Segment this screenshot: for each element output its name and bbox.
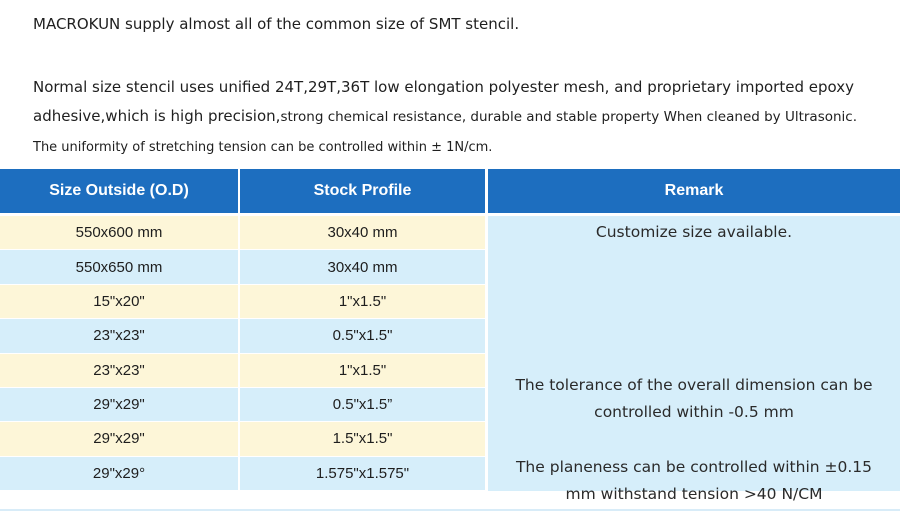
table-cell-size: 550x650 mm [0, 250, 240, 284]
remark-tolerance [488, 372, 900, 426]
intro-paragraph-part-1: Normal size stencil uses unified 24T,29T,36T low elongation polyester mesh, and proprietary imported epoxy adhesive,which is high precision, [33, 78, 854, 125]
intro-paragraph-part-3: The uniformity of stretching tension can be controlled within ± 1N/cm. [33, 140, 493, 155]
size-table [0, 169, 900, 503]
intro-text [33, 14, 893, 162]
intro-line: MACROKUN supply almost all of the common size of SMT stencil. [33, 15, 520, 33]
table-cell-size: 550x600 mm [0, 216, 240, 250]
remark-planeness [488, 454, 900, 508]
table-cell-size: 29"x29" [0, 422, 240, 456]
remark-tolerance-text: The tolerance of the overall dimension can be controlled within -0.5 mm [515, 376, 873, 421]
table-cell-profile: 1"x1.5" [240, 285, 488, 319]
table-cell-profile: 1.575"x1.575" [240, 457, 488, 491]
table-cell-profile: 30x40 mm [240, 250, 488, 284]
table-cell-profile: 1"x1.5" [240, 354, 488, 388]
intro-paragraph-part-2: strong chemical resistance, durable and stable property When cleaned by Ultrasonic. [280, 109, 858, 125]
table-cell-size: 29"x29" [0, 388, 240, 422]
table-cell-profile: 0.5"x1.5" [240, 319, 488, 353]
remark-planeness-text: The planeness can be controlled within ±0.15 mm withstand tension >40 N/CM [515, 458, 873, 503]
remark-cell [488, 216, 900, 503]
intro-paragraph [33, 73, 893, 162]
remark-customize: Customize size available. [595, 223, 793, 241]
table-cell-size: 15"x20" [0, 285, 240, 319]
table-cell-profile: 1.5"x1.5" [240, 422, 488, 456]
table-cell-size: 23"x23" [0, 354, 240, 388]
bottom-divider [0, 509, 900, 511]
table-cell-profile: 0.5"x1.5” [240, 388, 488, 422]
header-remark: Remark [488, 169, 900, 216]
header-stock-profile: Stock Profile [240, 169, 488, 216]
table-cell-profile: 30x40 mm [240, 216, 488, 250]
table-cell-size: 23"x23" [0, 319, 240, 353]
header-size-outside: Size Outside (O.D) [0, 169, 240, 216]
table-cell-size: 29"x29° [0, 457, 240, 491]
